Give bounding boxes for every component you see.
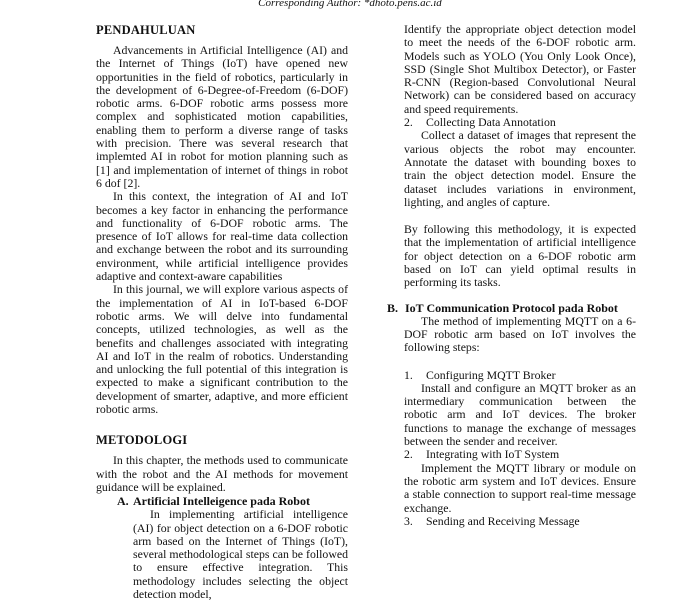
summary-paragraph: By following this methodology, it is expected that the implementation of artificial intelligence for object detection on a 6-DOF robotic arm based on IoT can yield optimal results in performing its tasks.: [404, 222, 636, 290]
mqtt-step-1-heading: [404, 369, 636, 382]
mqtt-step-1-body: Install and configure an MQTT broker as an intermediary communication between the robotic arm and IoT devices. The broker functions to manage the exchange of messages between the sender and receiver.: [404, 380, 636, 449]
mqtt-step-3-heading: [404, 515, 636, 528]
subsection-a: [96, 494, 348, 601]
subsection-b-title: IoT Communication Protocol pada Robot: [405, 300, 618, 315]
intro-paragraph-2: In this context, the integration of AI and IoT becomes a key factor in enhancing the performance and functionality of 6-DOF robotic arms. The presence of IoT allows for real-time data collection and exchange between the robot and its surrounding environment, while artificial intelligence provides adaptive and context-aware capabilities: [96, 189, 348, 284]
intro-paragraph-3: In this journal, we will explore various aspects of the implementation of AI in IoT-based 6-DOF robotic arms. We will delve into fundamental concepts, utilized technologies, as well as the benefits and challenges associated with integrating AI and IoT in the realm of robotics. Understanding and unlocking the full potential of this integration is expected to make a significant contribution to the development of smarter, adaptive, and more efficient robotic arms.: [96, 282, 348, 417]
mqtt-step-2-body: Implement the MQTT library or module on the robotic arm system and IoT devices. Ensure a stable connection to support real-time message exchange.: [404, 460, 636, 515]
mqtt-step-2-title: Integrating with IoT System: [426, 447, 560, 462]
method-step-2-title: Collecting Data Annotation: [426, 115, 556, 130]
section-heading-pendahuluan: PENDAHULUAN: [96, 23, 196, 37]
method-step-2-body: Collect a dataset of images that represent the various objects the robot may encounter. Annotate the dataset with bounding boxes to train the object detection model. Ensure the dataset includes variations in environment, lighting, and angles of capture.: [404, 128, 636, 209]
left-column: [96, 23, 348, 601]
mqtt-step-1-number: 1.: [404, 367, 413, 382]
section-heading-metodologi: METODOLOGI: [96, 433, 188, 448]
mqtt-step-1-title: Configuring MQTT Broker: [426, 367, 556, 382]
method-step-2-heading: [404, 116, 636, 129]
subsection-a-paragraph: In implementing artificial intelligence (AI) for object detection on a 6-DOF robotic arm based on the Internet of Things (IoT), several methodological steps can be followed to ensure effective integration. This methodology includes selecting the object detection model,: [133, 507, 348, 601]
subsection-b-intro: The method of implementing MQTT on a 6-DOF robotic arm based on IoT involves the following steps:: [404, 313, 636, 355]
subsection-a-title: Artificial Intelleigence pada Robot: [133, 494, 310, 509]
method-paragraph-1: In this chapter, the methods used to communicate with the robot and the AI methods for movement guidance will be explained.: [96, 453, 348, 494]
mqtt-step-3-title: Sending and Receiving Message: [426, 513, 580, 528]
intro-paragraph-1: Advancements in Artificial Intelligence (AI) and the Internet of Things (IoT) have opened new opportunities in the field of robotics, particularly in the development of 6-Degree-of-Freedom (6-DOF) robotic arms. 6-DOF robotic arms possess more complex and sophisticated motion capabilities, enabling them to perform a diverse range of tasks with precision. There was several research that implemted AI in robot for motion planning such as [1] and implementation of internet of things in robot 6 dof [2].: [96, 43, 348, 190]
mqtt-step-2-number: 2.: [404, 447, 413, 462]
subsection-a-heading: [117, 494, 348, 508]
subsection-b-marker: B.: [387, 300, 399, 315]
subsection-a-marker: A.: [117, 494, 129, 509]
right-column: [387, 22, 636, 528]
mqtt-step-2-heading: [404, 448, 636, 461]
method-step-1-body: Identify the appropriate object detection model to meet the needs of the 6-DOF robotic arm. Models such as YOLO (You Only Look Once), SSD (Single Shot Multibox Detector), or Faster R-CNN (Region-based Convolutional Neural Network) can be considered based on accuracy and speed requirements.: [404, 22, 636, 116]
mqtt-step-3-number: 3.: [404, 513, 413, 528]
method-step-2-number: 2.: [404, 115, 413, 130]
subsection-b-heading: [387, 301, 636, 315]
corresponding-author: Corresponding Author: *dhoto.pens.ac.id: [258, 0, 442, 9]
